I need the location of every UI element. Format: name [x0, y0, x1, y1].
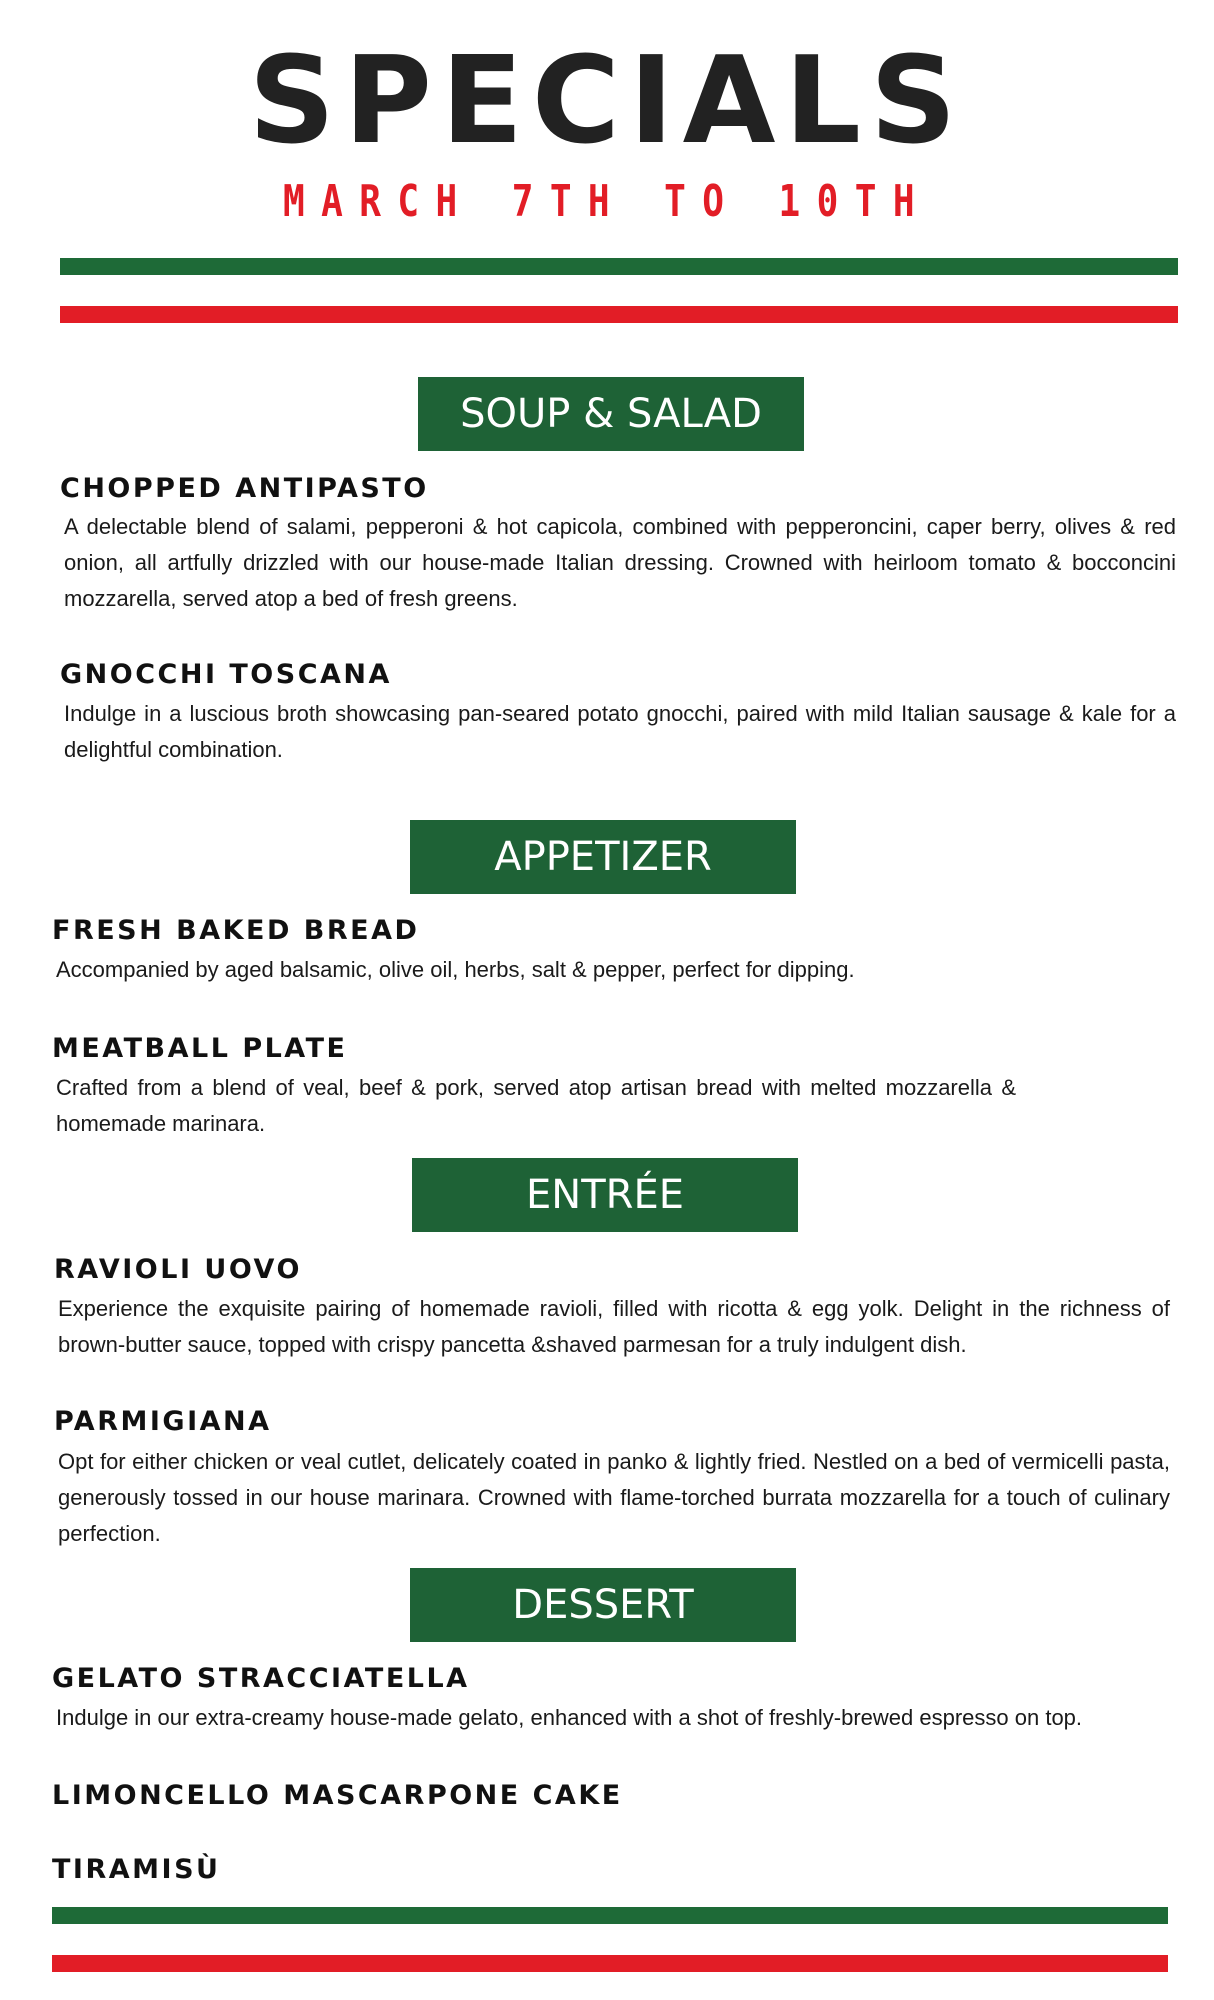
item-name-gnocchi-toscana: GNOCCHI TOSCANA	[60, 659, 392, 690]
item-name-ravioli-uovo: RAVIOLI UOVO	[54, 1254, 302, 1285]
bottom-red-stripe	[52, 1955, 1168, 1972]
item-desc-parmigiana: Opt for either chicken or veal cutlet, delicately coated in panko & lightly fried. Nestled on a bed of vermicelli pasta, generously tossed in our house marinara. Crowned with flame-torched burrata mozzarella for a touch of culinary perfection.	[58, 1449, 1170, 1546]
item-desc-gnocchi-toscana: Indulge in a luscious broth showcasing pan-seared potato gnocchi, paired with mild Italian sausage & kale for a delightful combination.	[64, 701, 1176, 762]
bottom-green-stripe	[52, 1907, 1168, 1924]
item-desc-gelato-stracciatella: Indulge in our extra-creamy house-made gelato, enhanced with a shot of freshly-brewed espresso on top.	[56, 1705, 1083, 1730]
item-name-tiramisu: TIRAMISÙ	[52, 1854, 221, 1885]
item-desc-meatball-plate: Crafted from a blend of veal, beef & pork, served atop artisan bread with melted mozzarella & homemade marinara.	[56, 1075, 1016, 1136]
item-name-chopped-antipasto: CHOPPED ANTIPASTO	[60, 473, 429, 504]
item-desc-ravioli-uovo: Experience the exquisite pairing of homemade ravioli, filled with ricotta & egg yolk. Delight in the richness of brown-butter sauce, topped with crispy pancetta &shaved parmesan for a truly indulgent dish.	[58, 1296, 1170, 1357]
item-name-limoncello-mascarpone-cake: LIMONCELLO MASCARPONE CAKE	[52, 1780, 623, 1811]
item-desc-chopped-antipasto: A delectable blend of salami, pepperoni & hot capicola, combined with pepperoncini, caper berry, olives & red onion, all artfully drizzled with our house-made Italian dressing. Crowned with heirloom tomato & bocconcini mozzarella, served atop a bed of fresh greens.	[64, 514, 1176, 611]
date-range-subtitle: MARCH 7TH TO 10TH	[282, 176, 932, 227]
section-header-dessert: DESSERT	[410, 1568, 796, 1642]
top-green-stripe	[60, 258, 1178, 275]
item-name-meatball-plate: MEATBALL PLATE	[52, 1033, 348, 1064]
item-name-gelato-stracciatella: GELATO STRACCIATELLA	[52, 1663, 470, 1694]
top-red-stripe	[60, 306, 1178, 323]
page-title: SPECIALS	[248, 32, 966, 171]
section-header-entree: ENTRÉE	[412, 1158, 798, 1232]
section-header-soup-salad: SOUP & SALAD	[418, 377, 804, 451]
item-desc-fresh-baked-bread: Accompanied by aged balsamic, olive oil, herbs, salt & pepper, perfect for dipping.	[56, 957, 855, 982]
item-name-parmigiana: PARMIGIANA	[54, 1406, 272, 1437]
item-name-fresh-baked-bread: FRESH BAKED BREAD	[52, 915, 420, 946]
section-header-appetizer: APPETIZER	[410, 820, 796, 894]
